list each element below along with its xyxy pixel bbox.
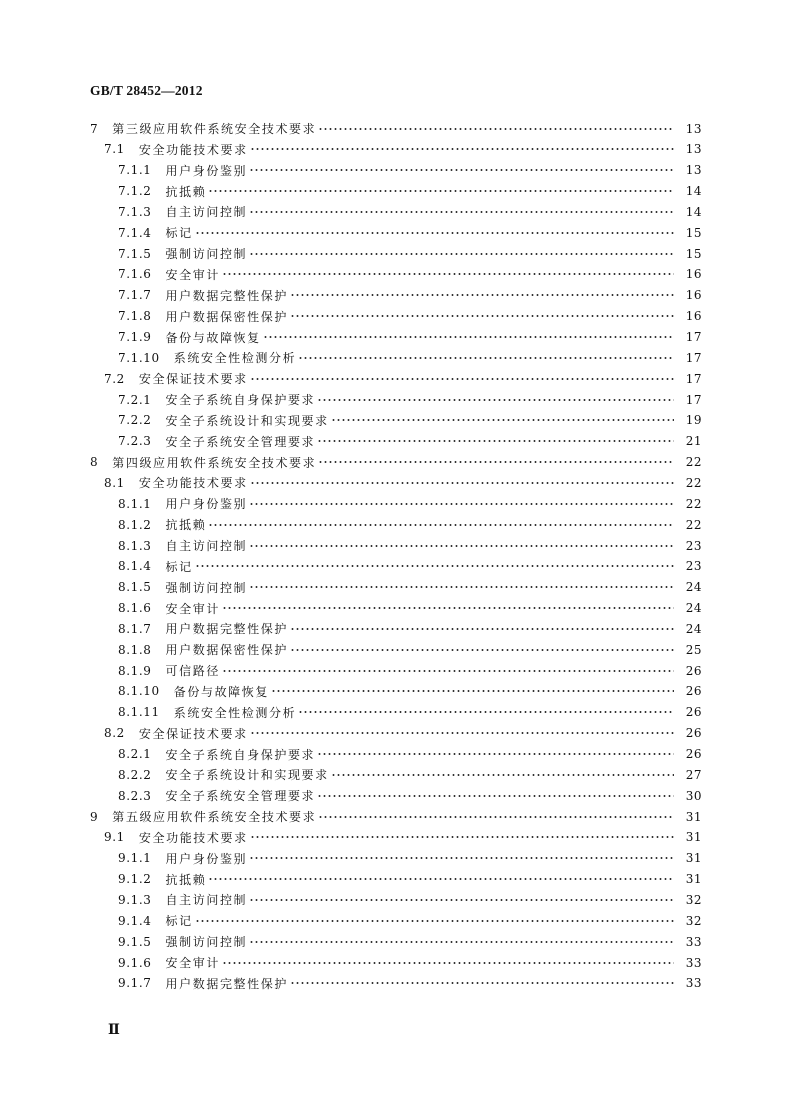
toc-entry[interactable] bbox=[0, 556, 792, 577]
toc-entry[interactable] bbox=[0, 869, 792, 890]
toc-entry[interactable] bbox=[0, 118, 792, 139]
toc-page-number: 31 bbox=[685, 830, 702, 845]
toc-section-number: 8.1.9 bbox=[118, 663, 152, 678]
toc-dot-leader bbox=[195, 920, 674, 922]
toc-page-number: 14 bbox=[685, 184, 702, 199]
toc-dot-leader bbox=[317, 753, 674, 755]
toc-dot-leader bbox=[222, 670, 674, 672]
toc-entry[interactable] bbox=[0, 222, 792, 243]
toc-dot-leader bbox=[318, 816, 674, 818]
toc-section-number: 8.1 bbox=[104, 475, 125, 490]
toc-section-number: 7.1.6 bbox=[118, 267, 152, 282]
toc-page-number: 21 bbox=[685, 434, 702, 449]
toc-page-number: 17 bbox=[685, 350, 702, 365]
toc-dot-leader bbox=[331, 774, 674, 776]
toc-page-number: 13 bbox=[685, 142, 702, 157]
toc-dot-leader bbox=[250, 378, 674, 380]
toc-entry[interactable] bbox=[0, 306, 792, 327]
toc-page-number: 31 bbox=[685, 851, 702, 866]
toc-section-number: 7.2.1 bbox=[118, 392, 152, 407]
toc-page-number: 30 bbox=[685, 788, 702, 803]
toc-section-number: 9.1.6 bbox=[118, 955, 152, 970]
document-code-header: GB/T 28452—2012 bbox=[90, 83, 203, 98]
toc-dot-leader bbox=[249, 253, 674, 255]
toc-section-number: 8.2.2 bbox=[118, 767, 152, 782]
toc-section-title: 安全子系统设计和实现要求 bbox=[165, 768, 329, 783]
toc-section-title: 安全功能技术要求 bbox=[138, 830, 248, 845]
toc-section-title: 安全子系统安全管理要求 bbox=[165, 789, 316, 804]
toc-section-number: 7.1.9 bbox=[118, 330, 152, 344]
toc-dot-leader bbox=[249, 503, 674, 505]
toc-entry[interactable] bbox=[0, 327, 792, 348]
toc-section-title: 标记 bbox=[165, 559, 193, 574]
toc-dot-leader bbox=[250, 836, 674, 838]
toc-section-title: 强制访问控制 bbox=[165, 580, 248, 595]
toc-page-number: 32 bbox=[685, 892, 702, 907]
toc-section-title: 用户身份鉴别 bbox=[165, 851, 248, 866]
toc-page-number: 22 bbox=[685, 475, 702, 490]
toc-section-title: 用户身份鉴别 bbox=[165, 497, 248, 512]
toc-dot-leader bbox=[249, 857, 674, 859]
toc-dot-leader bbox=[222, 607, 674, 609]
toc-page-number: 25 bbox=[685, 642, 702, 657]
toc-section-title: 安全功能技术要求 bbox=[138, 142, 248, 157]
toc-entry[interactable] bbox=[0, 410, 792, 431]
toc-section-number: 8 bbox=[90, 455, 99, 470]
toc-section-number: 7.1.7 bbox=[118, 288, 152, 303]
toc-page-number: 33 bbox=[685, 976, 702, 991]
toc-page-number: 26 bbox=[685, 747, 702, 761]
toc-dot-leader bbox=[317, 795, 674, 797]
toc-section-number: 7.1.10 bbox=[118, 350, 160, 365]
toc-section-number: 9.1 bbox=[104, 830, 125, 845]
toc-page-number: 13 bbox=[685, 163, 702, 178]
toc-section-number: 8.1.11 bbox=[118, 705, 160, 720]
toc-section-title: 安全保证技术要求 bbox=[138, 372, 248, 387]
toc-section-number: 8.1.5 bbox=[118, 580, 152, 595]
toc-page-number: 14 bbox=[685, 204, 702, 219]
toc-page-number: 26 bbox=[685, 705, 702, 720]
toc-page-number: 15 bbox=[685, 246, 702, 261]
toc-entry[interactable] bbox=[0, 723, 792, 744]
toc-section-number: 7.1.1 bbox=[118, 163, 152, 178]
toc-section-title: 标记 bbox=[165, 914, 193, 929]
toc-section-title: 可信路径 bbox=[165, 664, 220, 679]
toc-page-number: 17 bbox=[685, 330, 702, 344]
toc-entry[interactable] bbox=[0, 744, 792, 765]
toc-dot-leader bbox=[222, 962, 674, 964]
toc-page-number: 13 bbox=[685, 121, 702, 136]
toc-dot-leader bbox=[249, 545, 674, 547]
toc-entry[interactable] bbox=[0, 493, 792, 514]
toc-entry[interactable] bbox=[0, 577, 792, 598]
toc-page-number: 26 bbox=[685, 726, 702, 741]
toc-section-title: 安全保证技术要求 bbox=[138, 726, 248, 741]
toc-entry[interactable] bbox=[0, 598, 792, 619]
toc-page-number: 24 bbox=[685, 580, 702, 595]
toc-section-title: 自主访问控制 bbox=[165, 205, 248, 220]
toc-section-title: 系统安全性检测分析 bbox=[173, 705, 297, 720]
toc-page-number: 16 bbox=[685, 288, 702, 303]
toc-page-number: 31 bbox=[685, 809, 702, 824]
toc-section-number: 9.1.4 bbox=[118, 913, 152, 928]
toc-entry[interactable] bbox=[0, 681, 792, 702]
toc-section-title: 安全功能技术要求 bbox=[138, 476, 248, 491]
toc-dot-leader bbox=[249, 211, 674, 213]
toc-dot-leader bbox=[250, 148, 674, 150]
toc-entry[interactable] bbox=[0, 535, 792, 556]
toc-entry[interactable] bbox=[0, 931, 792, 952]
toc-section-number: 7.1.4 bbox=[118, 225, 152, 240]
toc-entry[interactable] bbox=[0, 452, 792, 473]
toc-section-number: 9.1.5 bbox=[118, 934, 152, 949]
toc-section-title: 安全子系统自身保护要求 bbox=[165, 393, 316, 408]
toc-section-number: 8.1.6 bbox=[118, 601, 152, 616]
toc-dot-leader bbox=[222, 273, 674, 275]
toc-section-number: 8.1.8 bbox=[118, 642, 152, 657]
toc-entry[interactable] bbox=[0, 785, 792, 806]
toc-entry[interactable] bbox=[0, 389, 792, 410]
toc-entry[interactable] bbox=[0, 201, 792, 222]
toc-section-title: 第三级应用软件系统安全技术要求 bbox=[112, 122, 317, 136]
toc-section-number: 7 bbox=[90, 121, 99, 136]
toc-entry[interactable] bbox=[0, 285, 792, 306]
toc-entry[interactable] bbox=[0, 848, 792, 869]
toc-page-number: 23 bbox=[685, 559, 702, 574]
toc-section-title: 安全子系统设计和实现要求 bbox=[165, 413, 329, 428]
toc-section-number: 8.1.3 bbox=[118, 538, 152, 553]
toc-section-title: 自主访问控制 bbox=[165, 893, 248, 908]
toc-section-title: 安全审计 bbox=[165, 601, 220, 616]
toc-page-number: 27 bbox=[685, 767, 702, 782]
toc-section-title: 备份与故障恢复 bbox=[173, 684, 269, 699]
toc-section-title: 安全子系统安全管理要求 bbox=[165, 434, 316, 449]
toc-section-title: 安全审计 bbox=[165, 267, 220, 282]
toc-section-number: 8.1.4 bbox=[118, 559, 152, 574]
toc-dot-leader bbox=[318, 461, 674, 463]
toc-entry[interactable] bbox=[0, 181, 792, 202]
toc-section-number: 7.1.3 bbox=[118, 204, 152, 219]
toc-dot-leader bbox=[208, 524, 674, 526]
toc-dot-leader bbox=[249, 169, 674, 171]
toc-section-title: 用户数据保密性保护 bbox=[165, 309, 288, 324]
toc-section-title: 用户数据保密性保护 bbox=[165, 643, 288, 658]
toc-section-number: 7.1.2 bbox=[118, 184, 152, 199]
toc-section-number: 7.2.2 bbox=[118, 413, 152, 428]
toc-dot-leader bbox=[208, 878, 674, 880]
toc-section-number: 9 bbox=[90, 809, 99, 824]
toc-section-title: 强制访问控制 bbox=[165, 247, 248, 262]
toc-page-number: 16 bbox=[685, 267, 702, 282]
toc-page-number: 22 bbox=[685, 496, 702, 511]
toc-dot-leader bbox=[249, 899, 674, 901]
toc-entry[interactable] bbox=[0, 160, 792, 181]
toc-page-number: 31 bbox=[685, 872, 702, 887]
toc-page-number: 15 bbox=[685, 225, 702, 240]
toc-dot-leader bbox=[249, 586, 674, 588]
toc-entry[interactable] bbox=[0, 368, 792, 389]
toc-entry[interactable] bbox=[0, 827, 792, 848]
toc-page-number: 24 bbox=[685, 601, 702, 616]
toc-section-number: 8.2.3 bbox=[118, 788, 152, 803]
toc-entry[interactable] bbox=[0, 764, 792, 785]
toc-page-number: 22 bbox=[685, 517, 702, 532]
toc-dot-leader bbox=[331, 419, 674, 421]
toc-page-number: 33 bbox=[685, 934, 702, 949]
toc-section-title: 第四级应用软件系统安全技术要求 bbox=[112, 455, 317, 470]
toc-entry[interactable] bbox=[0, 139, 792, 160]
toc-section-title: 安全审计 bbox=[165, 956, 220, 970]
toc-section-title: 安全子系统自身保护要求 bbox=[165, 747, 316, 762]
toc-section-number: 8.1.10 bbox=[118, 684, 160, 699]
toc-entry[interactable] bbox=[0, 910, 792, 931]
toc-dot-leader bbox=[318, 128, 674, 130]
toc-dot-leader bbox=[271, 690, 674, 692]
toc-section-title: 用户身份鉴别 bbox=[165, 163, 248, 178]
toc-page-number: 22 bbox=[685, 455, 702, 470]
toc-dot-leader bbox=[298, 357, 674, 359]
toc-entry[interactable] bbox=[0, 889, 792, 910]
toc-section-title: 标记 bbox=[165, 226, 193, 241]
toc-entry[interactable] bbox=[0, 639, 792, 660]
toc-section-number: 9.1.2 bbox=[118, 872, 152, 887]
toc-entry[interactable] bbox=[0, 952, 792, 973]
toc-dot-leader bbox=[250, 482, 674, 484]
toc-section-title: 抗抵赖 bbox=[165, 518, 207, 533]
toc-section-number: 8.2.1 bbox=[118, 747, 152, 761]
toc-section-number: 8.1.7 bbox=[118, 621, 152, 636]
toc-page-number: 33 bbox=[685, 955, 702, 970]
toc-dot-leader bbox=[298, 711, 674, 713]
toc-entry[interactable] bbox=[0, 514, 792, 535]
toc-dot-leader bbox=[290, 294, 674, 296]
toc-dot-leader bbox=[317, 440, 674, 442]
toc-dot-leader bbox=[290, 982, 674, 984]
toc-section-title: 系统安全性检测分析 bbox=[173, 351, 297, 366]
toc-dot-leader bbox=[263, 336, 674, 338]
toc-entry[interactable] bbox=[0, 264, 792, 285]
toc-entry[interactable] bbox=[0, 431, 792, 452]
toc-entry[interactable] bbox=[0, 618, 792, 639]
toc-section-title: 强制访问控制 bbox=[165, 935, 248, 950]
toc-dot-leader bbox=[249, 941, 674, 943]
toc-page-number: 19 bbox=[685, 413, 702, 428]
toc-section-title: 用户数据完整性保护 bbox=[165, 976, 288, 991]
toc-entry[interactable] bbox=[0, 702, 792, 723]
toc-section-title: 抗抵赖 bbox=[165, 872, 207, 887]
toc-entry[interactable] bbox=[0, 472, 792, 493]
toc-entry[interactable] bbox=[0, 973, 792, 994]
toc-section-title: 用户数据完整性保护 bbox=[165, 288, 288, 303]
toc-dot-leader bbox=[208, 190, 674, 192]
toc-page-number: 17 bbox=[685, 371, 702, 386]
toc-entry[interactable] bbox=[0, 347, 792, 368]
toc-page-number: 26 bbox=[685, 684, 702, 699]
toc-entry[interactable] bbox=[0, 660, 792, 681]
toc-section-number: 7.1 bbox=[104, 142, 125, 157]
toc-section-number: 7.1.5 bbox=[118, 246, 152, 261]
toc-dot-leader bbox=[317, 399, 674, 401]
toc-section-number: 7.2.3 bbox=[118, 434, 152, 449]
toc-dot-leader bbox=[250, 732, 674, 734]
toc-section-number: 9.1.1 bbox=[118, 851, 152, 866]
toc-page-number: 16 bbox=[685, 309, 702, 324]
toc-page-number: 26 bbox=[685, 663, 702, 678]
toc-dot-leader bbox=[195, 232, 674, 234]
toc-dot-leader bbox=[195, 565, 674, 567]
toc-section-number: 8.1.1 bbox=[118, 496, 152, 511]
toc-page-number: 24 bbox=[685, 621, 702, 636]
toc-section-number: 9.1.3 bbox=[118, 892, 152, 907]
toc-page-number: 23 bbox=[685, 538, 702, 553]
page-number-footer: Ⅱ bbox=[108, 1023, 120, 1038]
toc-section-title: 抗抵赖 bbox=[165, 184, 207, 199]
toc-section-number: 8.1.2 bbox=[118, 517, 152, 532]
toc-entry[interactable] bbox=[0, 243, 792, 264]
toc-section-number: 9.1.7 bbox=[118, 976, 152, 991]
toc-page-number: 32 bbox=[685, 913, 702, 928]
toc-dot-leader bbox=[290, 628, 674, 630]
toc-section-title: 第五级应用软件系统安全技术要求 bbox=[112, 810, 317, 825]
toc-section-number: 7.1.8 bbox=[118, 309, 152, 324]
toc-dot-leader bbox=[290, 649, 674, 651]
toc-dot-leader bbox=[290, 315, 674, 317]
toc-section-title: 备份与故障恢复 bbox=[165, 330, 261, 345]
toc-page-number: 17 bbox=[685, 392, 702, 407]
toc-section-title: 用户数据完整性保护 bbox=[165, 622, 288, 637]
toc-section-number: 8.2 bbox=[104, 726, 125, 741]
toc-section-number: 7.2 bbox=[104, 371, 125, 386]
toc-entry[interactable] bbox=[0, 806, 792, 827]
toc-section-title: 自主访问控制 bbox=[165, 539, 248, 553]
